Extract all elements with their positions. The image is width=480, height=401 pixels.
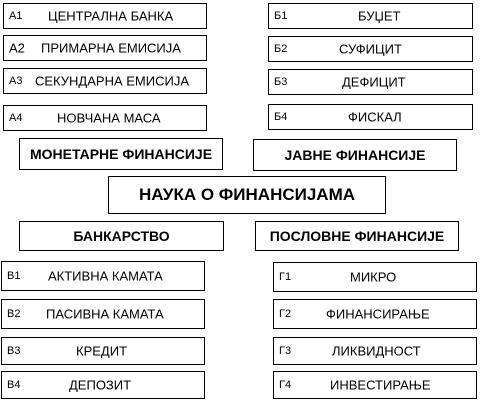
item-code: В2	[7, 308, 21, 320]
item-label: ПАСИВНА КАМАТА	[46, 306, 164, 322]
item-label: ЦЕНТРАЛНА БАНКА	[48, 8, 174, 24]
item-b2	[268, 36, 473, 62]
item-label: НОВЧАНА МАСА	[57, 110, 161, 126]
item-label: КРЕДИТ	[76, 343, 128, 359]
item-code: А3	[9, 75, 23, 87]
item-label: ДЕПОЗИТ	[69, 377, 132, 393]
item-a1	[3, 3, 207, 29]
item-label: СЕКУНДАРНА ЕМИСИЈА	[35, 73, 189, 89]
item-v3	[1, 337, 205, 365]
group-title-business: ПОСЛОВНЕ ФИНАНСИЈЕ	[255, 221, 459, 251]
item-label: СУФИЦИТ	[339, 41, 402, 57]
item-code: Б1	[274, 10, 288, 22]
item-code: Б4	[274, 111, 288, 123]
item-label: АКТИВНА КАМАТА	[48, 268, 163, 284]
item-code: Г2	[279, 308, 292, 320]
group-title-banking: БАНКАРСТВО	[19, 221, 224, 251]
item-code: В1	[7, 270, 21, 282]
item-v2	[1, 299, 205, 329]
item-label: ФИСКАЛ	[348, 109, 402, 125]
item-g4	[273, 371, 477, 399]
item-code: В4	[7, 379, 21, 391]
item-g2	[273, 299, 477, 329]
item-code: Б3	[274, 76, 288, 88]
item-code: А2	[9, 40, 25, 56]
group-title-public: ЈАВНЕ ФИНАНСИЈЕ	[253, 139, 457, 171]
item-code: В3	[7, 345, 21, 357]
item-b1	[268, 3, 473, 29]
center-title: НАУКА О ФИНАНСИЈАМА	[108, 176, 386, 214]
item-v1	[1, 261, 205, 291]
item-label: МИКРО	[350, 269, 397, 285]
item-label: ПРИМАРНА ЕМИСИЈА	[41, 40, 181, 56]
item-a2	[3, 35, 207, 61]
item-label: ИНВЕСТИРАЊЕ	[330, 377, 431, 393]
item-g3	[273, 337, 477, 365]
item-label: ЛИКВИДНОСТ	[332, 343, 421, 359]
item-g1	[273, 262, 477, 292]
item-a3	[3, 68, 207, 94]
item-code: Г3	[279, 345, 292, 357]
item-code: А4	[9, 112, 23, 124]
item-b3	[268, 69, 473, 95]
item-label: ДЕФИЦИТ	[342, 74, 406, 90]
item-code: Б2	[274, 43, 288, 55]
item-label: БУЏЕТ	[358, 8, 401, 24]
item-a4	[3, 105, 207, 131]
item-label: ФИНАНСИРАЊЕ	[326, 306, 430, 322]
item-b4	[268, 104, 473, 130]
item-v4	[1, 371, 205, 399]
group-title-monetary: МОНЕТАРНЕ ФИНАНСИЈЕ	[19, 138, 223, 170]
item-code: Г4	[279, 379, 292, 391]
item-code: Г1	[279, 271, 292, 283]
item-code: А1	[9, 10, 23, 22]
